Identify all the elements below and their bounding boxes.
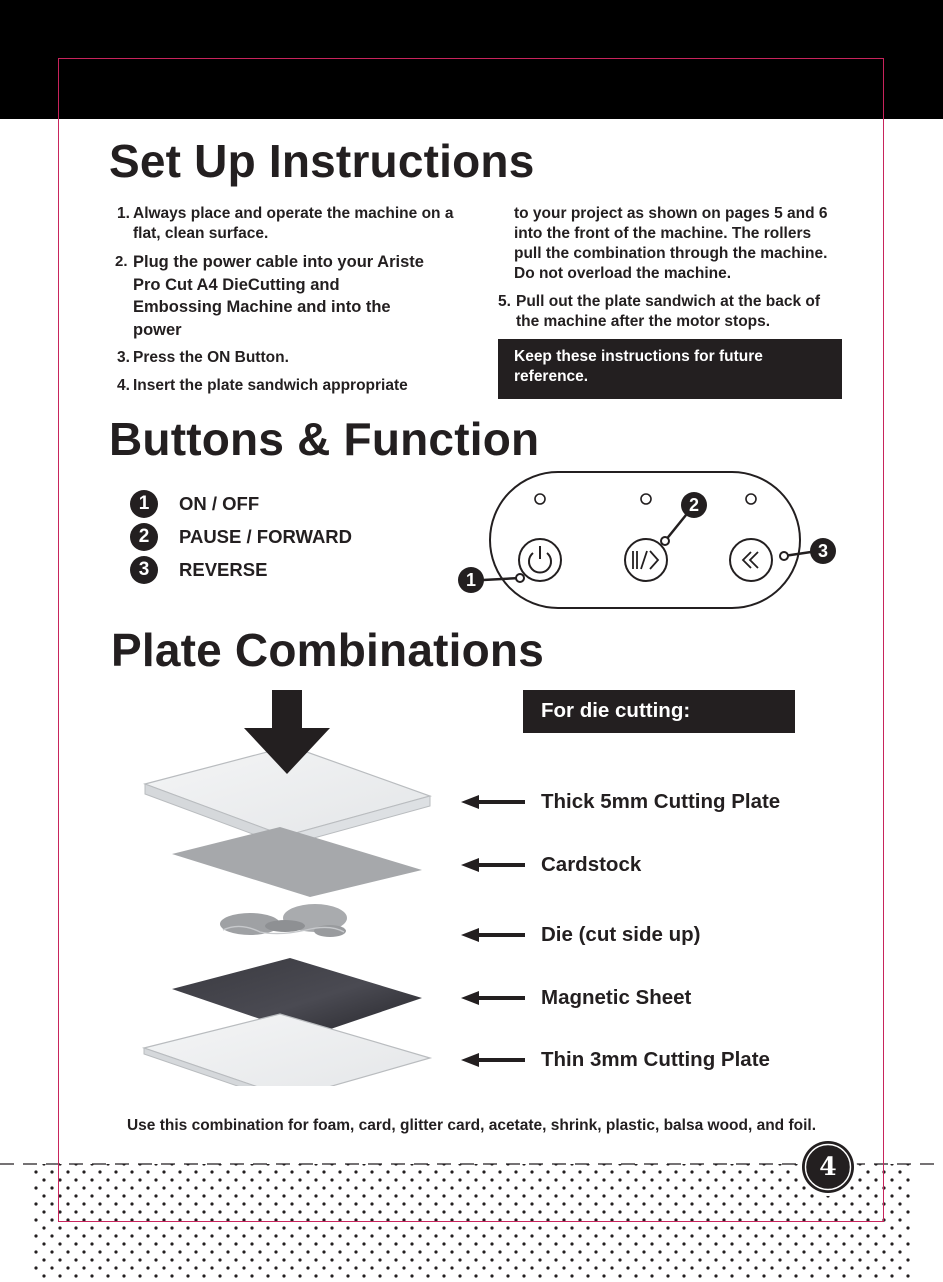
buttons-title: Buttons & Function xyxy=(109,413,540,465)
callout-number: 1 xyxy=(465,570,477,590)
legend-label: REVERSE xyxy=(179,559,268,580)
layer-row-cardstock xyxy=(461,853,641,877)
layer-row-magnetic-sheet xyxy=(461,986,691,1010)
top-black-band xyxy=(0,0,943,119)
combination-usage-note: Use this combination for foam, card, glitter card, acetate, shrink, plastic, balsa wood, and foil. xyxy=(126,1117,817,1134)
callout-number: 2 xyxy=(688,495,700,515)
setup-step-1 xyxy=(117,204,457,244)
step-text: Press the ON Button. xyxy=(133,349,289,366)
layer-row-die xyxy=(461,923,700,947)
step-text: Pull out the plate sandwich at the back of the machine after the motor stops. xyxy=(516,293,821,330)
legend-item-on-off xyxy=(130,490,259,518)
die-butterfly-illustration xyxy=(220,904,347,937)
thin-plate-illustration xyxy=(144,1014,430,1086)
indicator-light xyxy=(746,494,756,504)
arrow-left-icon xyxy=(461,991,525,1005)
step-text: Insert the plate sandwich appropriate xyxy=(133,377,408,394)
layer-row-thick-plate xyxy=(461,790,780,814)
cardstock-illustration xyxy=(172,827,422,897)
step-text: Plug the power cable into your Ariste Pro Cut A4 DieCutting and Embossing Machine and into the power xyxy=(133,253,424,339)
legend-item-pause-forward xyxy=(130,523,352,551)
legend-label: ON / OFF xyxy=(179,493,260,514)
plate-stack-illustration xyxy=(130,686,450,1086)
pause-forward-button-icon xyxy=(625,539,667,581)
setup-step-4 xyxy=(117,376,457,396)
arrow-left-icon xyxy=(461,795,525,809)
layer-label: Thin 3mm Cutting Plate xyxy=(541,1048,770,1071)
step-number: 1. xyxy=(117,205,130,222)
callout-number: 3 xyxy=(817,541,829,561)
layer-label: Thick 5mm Cutting Plate xyxy=(541,790,781,813)
layer-label: Magnetic Sheet xyxy=(541,986,692,1009)
layer-label: Cardstock xyxy=(541,853,642,876)
setup-step-3 xyxy=(117,348,457,368)
arrow-left-icon xyxy=(461,928,525,942)
layer-label: Die (cut side up) xyxy=(541,923,701,946)
setup-title: Set Up Instructions xyxy=(109,135,535,187)
die-cutting-heading: For die cutting: xyxy=(523,690,795,733)
setup-step-5 xyxy=(498,292,842,332)
step-text: Always place and operate the machine on a flat, clean surface. xyxy=(133,205,454,242)
layer-row-thin-plate xyxy=(461,1048,770,1072)
setup-step-2 xyxy=(115,251,425,341)
plates-title: Plate Combinations xyxy=(111,624,544,676)
reverse-button-icon xyxy=(730,539,772,581)
callout-dot xyxy=(661,537,669,545)
legend-number-badge: 3 xyxy=(130,556,158,584)
callout-dot xyxy=(780,552,788,560)
keep-instructions-note: Keep these instructions for future reference. xyxy=(498,339,842,399)
legend-number-badge: 2 xyxy=(130,523,158,551)
power-button-icon xyxy=(519,539,561,581)
callout-dot xyxy=(516,574,524,582)
step-number: 4. xyxy=(117,377,130,394)
indicator-light xyxy=(535,494,545,504)
page-number: 4 xyxy=(819,1152,837,1181)
legend-label: PAUSE / FORWARD xyxy=(179,526,353,547)
indicator-light xyxy=(641,494,651,504)
control-panel-diagram xyxy=(440,460,850,620)
arrow-left-icon xyxy=(461,858,525,872)
legend-number-badge: 1 xyxy=(130,490,158,518)
setup-step-4-continued: to your project as shown on pages 5 and 6 into the front of the machine. The rollers pull the combination through the machine. Do not overload the machine. xyxy=(514,205,828,282)
step-number: 3. xyxy=(117,349,130,366)
arrow-left-icon xyxy=(461,1053,525,1067)
step-number: 2. xyxy=(115,253,128,270)
legend-item-reverse xyxy=(130,556,267,584)
step-number: 5. xyxy=(498,293,511,310)
